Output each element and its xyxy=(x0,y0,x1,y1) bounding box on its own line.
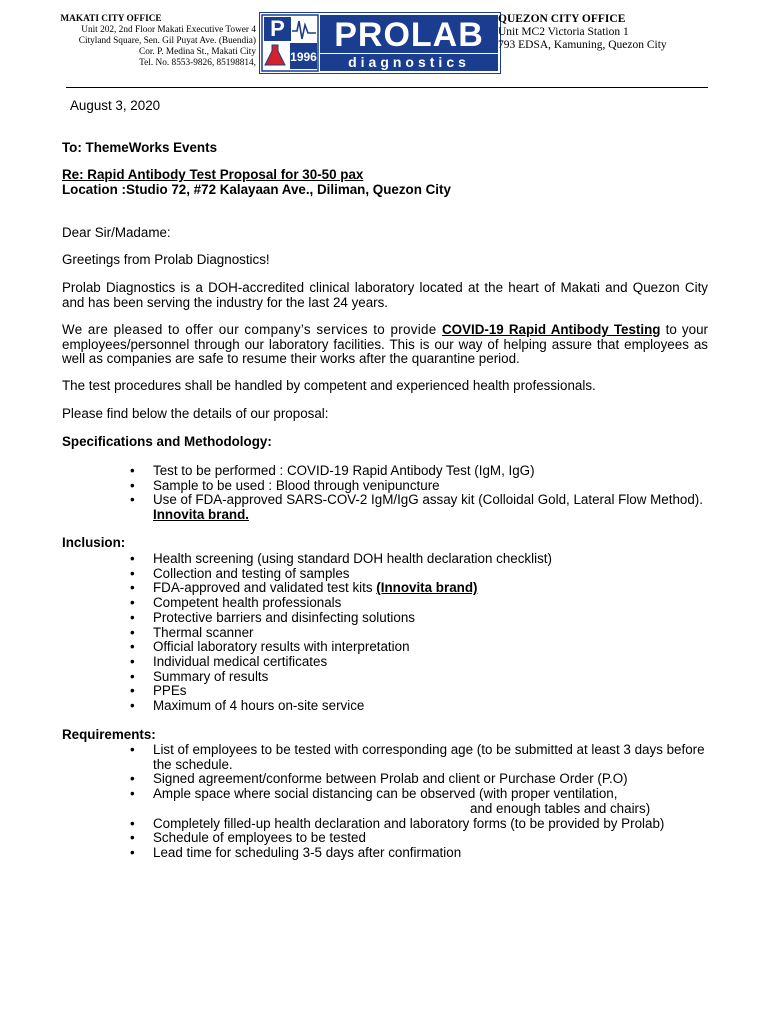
list-item: • Completely filled-up health declaration and laboratory forms (to be provided by Prolab) xyxy=(130,815,665,831)
list-item: • Individual medical certificates xyxy=(130,653,328,669)
list-item-text: and enough tables and chairs) xyxy=(470,800,651,816)
list-item: • Collection and testing of samples xyxy=(130,565,350,581)
makati-address-line: Cor. P. Medina St., Makati City xyxy=(139,47,256,57)
list-item: • Health screening (using standard DOH health declaration checklist) xyxy=(130,551,552,566)
requirements-heading: Requirements: xyxy=(62,727,156,742)
list-item: • Protective barriers and disinfecting solutions xyxy=(130,609,415,625)
makati-office-block xyxy=(0,14,256,69)
list-item: • Ample space where social distancing can be observed (with proper ventilation, and enough tables and chairs) xyxy=(62,787,708,816)
list-item-text: Summary of results xyxy=(153,668,269,684)
inclusion-heading: Inclusion: xyxy=(62,535,126,550)
prolab-logo-graphic xyxy=(260,13,500,73)
list-item-text: Sample to be used : Blood through venipuncture xyxy=(153,477,440,493)
list-item-text: Ample space where social distancing can be observed (with proper ventilation, xyxy=(153,786,618,802)
list-item: • Sample to be used : Blood through venipuncture xyxy=(130,477,440,493)
list-item-text: Health screening (using standard DOH health declaration checklist) xyxy=(153,551,552,566)
makati-address-line: Cityland Square, Sen. Gil Puyat Ave. (Buendia) xyxy=(78,36,256,46)
logo-year: 1996 xyxy=(290,50,317,64)
location-line: Location :Studio 72, #72 Kalayaan Ave., Diliman, Quezon City xyxy=(62,182,451,197)
brand-highlight: Innovita brand. xyxy=(153,507,249,523)
letter-date: August 3, 2020 xyxy=(70,98,161,113)
paragraph-details: Please find below the details of our proposal: xyxy=(62,406,329,421)
makati-telephone: Tel. No. 8553-9826, 85198814, xyxy=(139,58,256,68)
list-item: • List of employees to be tested with corresponding age (to be submitted at least 3 days before the schedule. xyxy=(130,742,705,772)
list-item: • Signed agreement/conforme between Prolab and client or Purchase Order (P.O) xyxy=(130,771,628,787)
list-item: • Maximum of 4 hours on-site service xyxy=(130,698,365,714)
list-item-text: Use of FDA-approved SARS-COV-2 IgM/IgG assay kit (Colloidal Gold, Lateral Flow Method). xyxy=(153,492,703,508)
list-item-text: Schedule of employees to be tested xyxy=(153,830,366,846)
quezon-office-block xyxy=(498,13,758,52)
list-item-text: Protective barriers and disinfecting solutions xyxy=(153,609,415,625)
prolab-logo xyxy=(259,12,501,74)
list-item-text: FDA-approved and validated test kits xyxy=(153,580,377,596)
list-item-text: Collection and testing of samples xyxy=(153,565,350,581)
brand-highlight: (Innovita brand) xyxy=(376,580,478,596)
list-item-text: Test to be performed : COVID-19 Rapid Antibody Test (IgM, IgG) xyxy=(153,463,535,478)
list-item: • FDA-approved and validated test kits (Innovita brand) xyxy=(130,580,478,596)
quezon-address-line: 793 EDSA, Kamuning, Quezon City xyxy=(498,39,667,51)
paragraph-procedures: The test procedures shall be handled by competent and experienced health professionals. xyxy=(62,378,596,393)
list-item: • Use of FDA-approved SARS-COV-2 IgM/IgG assay kit (Colloidal Gold, Lateral Flow Method). Innovita brand. xyxy=(130,492,703,523)
paragraph-intro: Prolab Diagnostics is a DOH-accredited clinical laboratory located at the heart of Makati and Quezon City and has been serving the industry for the last 24 years. xyxy=(62,280,708,310)
logo-subtitle: diagnostics xyxy=(348,54,470,70)
inclusion-list xyxy=(62,552,708,714)
quezon-office-title: QUEZON CITY OFFICE xyxy=(498,13,626,25)
list-item: • Competent health professionals xyxy=(130,595,342,611)
letterhead-divider xyxy=(66,87,708,88)
logo-letter: P xyxy=(270,16,285,41)
list-item-text: Thermal scanner xyxy=(153,624,254,640)
list-item-text: Maximum of 4 hours on-site service xyxy=(153,698,365,714)
paragraph-offer xyxy=(62,323,708,367)
makati-office-title: MAKATI CITY OFFICE xyxy=(60,14,162,24)
list-item: • PPEs xyxy=(130,683,187,699)
list-item: • Schedule of employees to be tested xyxy=(130,830,366,846)
quezon-address-line: Unit MC2 Victoria Station 1 xyxy=(498,26,629,38)
makati-address-line: Unit 202, 2nd Floor Makati Executive Tower 4 xyxy=(81,25,256,35)
list-item-text: Individual medical certificates xyxy=(153,653,328,669)
list-item: • Summary of results xyxy=(130,668,269,684)
list-item-text: List of employees to be tested with corresponding age (to be submitted at least 3 days before the schedule. xyxy=(153,742,705,772)
salutation: Dear Sir/Madame: xyxy=(62,225,171,240)
offer-highlight: COVID-19 Rapid Antibody Testing xyxy=(441,322,661,337)
list-item-text: Competent health professionals xyxy=(153,595,342,611)
list-item-text: Official laboratory results with interpretation xyxy=(153,639,410,655)
offer-text-start: We are pleased to offer our company’s services to provide xyxy=(62,322,442,337)
list-item: • Test to be performed : COVID-19 Rapid Antibody Test (IgM, IgG) xyxy=(130,463,535,478)
list-item-text: PPEs xyxy=(153,683,187,699)
list-item-text: Lead time for scheduling 3-5 days after confirmation xyxy=(153,844,462,860)
spec-heading: Specifications and Methodology: xyxy=(62,434,272,449)
spec-list xyxy=(62,464,708,523)
subject-line: Re: Rapid Antibody Test Proposal for 30-50 pax xyxy=(62,167,364,182)
logo-brand: PROLAB xyxy=(334,16,484,54)
list-item: • Official laboratory results with interpretation xyxy=(130,639,410,655)
greeting: Greetings from Prolab Diagnostics! xyxy=(62,252,270,267)
recipient-line: To: ThemeWorks Events xyxy=(62,140,218,155)
requirements-list xyxy=(62,743,708,861)
list-item-text: Signed agreement/conforme between Prolab and client or Purchase Order (P.O) xyxy=(153,771,628,787)
offer-text-end: to your employees/personnel through our laboratory facilities. This is our way of helping assure that employees as well as companies are safe to resume their works after the quarantine period. xyxy=(62,322,708,367)
list-item: • Lead time for scheduling 3-5 days after confirmation xyxy=(130,844,462,860)
list-item-text: Completely filled-up health declaration and laboratory forms (to be provided by Prolab) xyxy=(153,815,665,831)
list-item: • Thermal scanner xyxy=(130,624,254,640)
